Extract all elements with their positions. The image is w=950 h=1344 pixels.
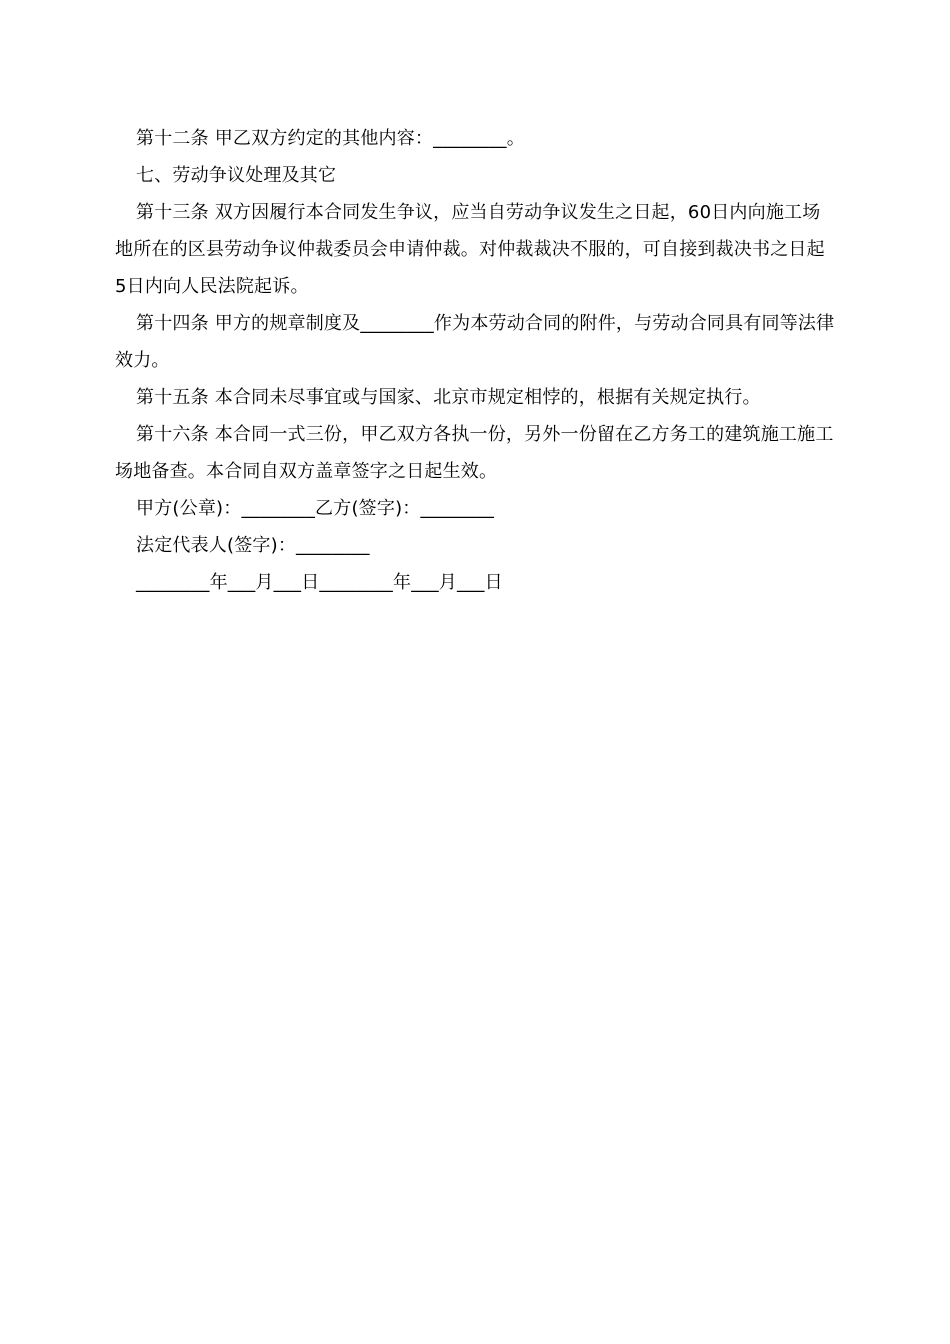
date-line: ________年___月___日________年___月___日 bbox=[136, 572, 503, 593]
article-16-paragraph: 第十六条 本合同一式三份，甲乙双方各执一份，另外一份留在乙方务工的建筑施工施工场地备查。本合同自双方盖章签字之日起生效。 bbox=[115, 424, 834, 482]
legal-representative-line: 法定代表人(签字)：________ bbox=[136, 535, 370, 556]
article-12-paragraph: 第十二条 甲乙双方约定的其他内容：________。 bbox=[136, 128, 525, 149]
party-signature-line: 甲方(公章)：________乙方(签字)：________ bbox=[136, 498, 495, 519]
article-14-paragraph: 第十四条 甲方的规章制度及________作为本劳动合同的附件，与劳动合同具有同等法律效力。 bbox=[115, 313, 835, 371]
article-15-paragraph: 第十五条 本合同未尽事宜或与国家、北京市规定相悖的，根据有关规定执行。 bbox=[136, 387, 761, 408]
document-body bbox=[115, 120, 837, 601]
section-7-heading: 七、劳动争议处理及其它 bbox=[136, 165, 337, 186]
article-13-paragraph: 第十三条 双方因履行本合同发生争议，应当自劳动争议发生之日起，60日内向施工场地所在的区县劳动争议仲裁委员会申请仲裁。对仲裁裁决不服的，可自接到裁决书之日起 5日内向人民法院起诉。 bbox=[115, 202, 831, 297]
